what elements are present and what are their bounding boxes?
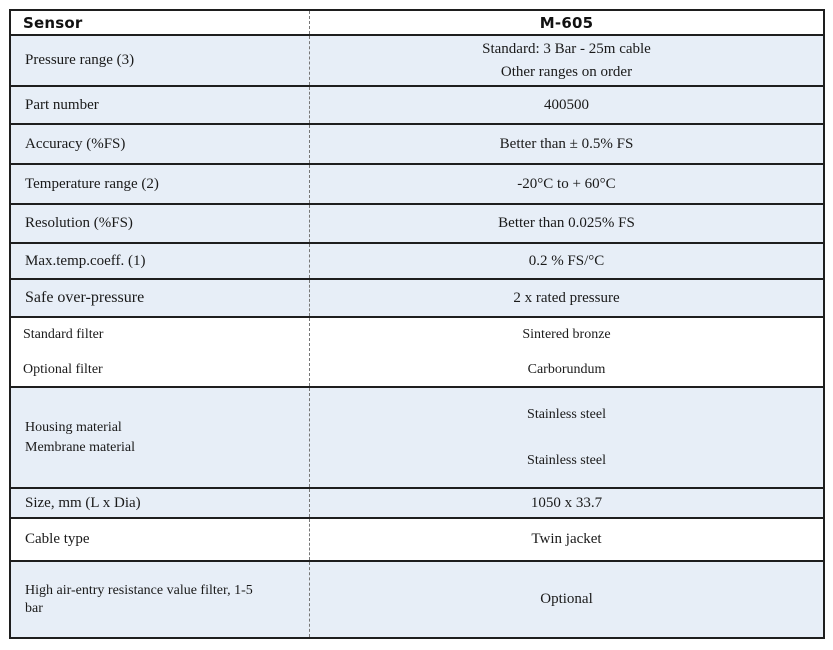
- row-label: Cable type: [10, 518, 310, 561]
- row-label: Pressure range (3): [10, 35, 310, 86]
- row-label-line: Standard filter: [23, 326, 104, 342]
- table-row: [10, 164, 824, 204]
- row-label-line: bar: [25, 600, 43, 616]
- table-row: [10, 518, 824, 561]
- header-model-value: M-605: [310, 10, 825, 35]
- row-value-line: Carborundum: [527, 361, 606, 377]
- table-row: [10, 279, 824, 317]
- row-value: Optional: [310, 561, 825, 638]
- table-row: [10, 488, 824, 518]
- table-row: [10, 124, 824, 164]
- table-row: [10, 35, 824, 86]
- row-label: Resolution (%FS): [10, 204, 310, 243]
- row-label-line: Membrane material: [25, 439, 136, 455]
- table-row: [10, 317, 824, 387]
- row-value: 400500: [310, 86, 825, 124]
- row-value-line: Stainless steel: [527, 452, 606, 468]
- row-value: Better than 0.025% FS: [310, 204, 825, 243]
- row-value-line: Stainless steel: [527, 406, 606, 422]
- table-row: [10, 561, 824, 638]
- header-sensor-label: Sensor: [10, 10, 310, 35]
- row-label: Temperature range (2): [10, 164, 310, 204]
- row-label-line: High air-entry resistance value filter, 1-5: [25, 582, 253, 598]
- row-value-line: Sintered bronze: [522, 326, 611, 342]
- row-label: Size, mm (L x Dia): [10, 488, 310, 518]
- row-label: Part number: [10, 86, 310, 124]
- row-value: 2 x rated pressure: [310, 279, 825, 317]
- table-row: [10, 204, 824, 243]
- table-row: [10, 387, 824, 488]
- table-header-row: [10, 10, 824, 35]
- sensor-spec-table: [9, 9, 825, 639]
- row-value: -20°C to + 60°C: [310, 164, 825, 204]
- table-row: [10, 243, 824, 279]
- table-row: [10, 86, 824, 124]
- row-value-line: Standard: 3 Bar - 25m cable: [482, 40, 651, 57]
- row-value: Twin jacket: [310, 518, 825, 561]
- row-value: Better than ± 0.5% FS: [310, 124, 825, 164]
- row-label: Max.temp.coeff. (1): [10, 243, 310, 279]
- row-label-line: Housing material: [25, 419, 122, 435]
- row-value: 0.2 % FS/°C: [310, 243, 825, 279]
- row-label-line: Optional filter: [23, 361, 103, 377]
- row-label: Safe over-pressure: [10, 279, 310, 317]
- row-value-line: Other ranges on order: [500, 63, 633, 80]
- row-label: Accuracy (%FS): [10, 124, 310, 164]
- row-value: 1050 x 33.7: [310, 488, 825, 518]
